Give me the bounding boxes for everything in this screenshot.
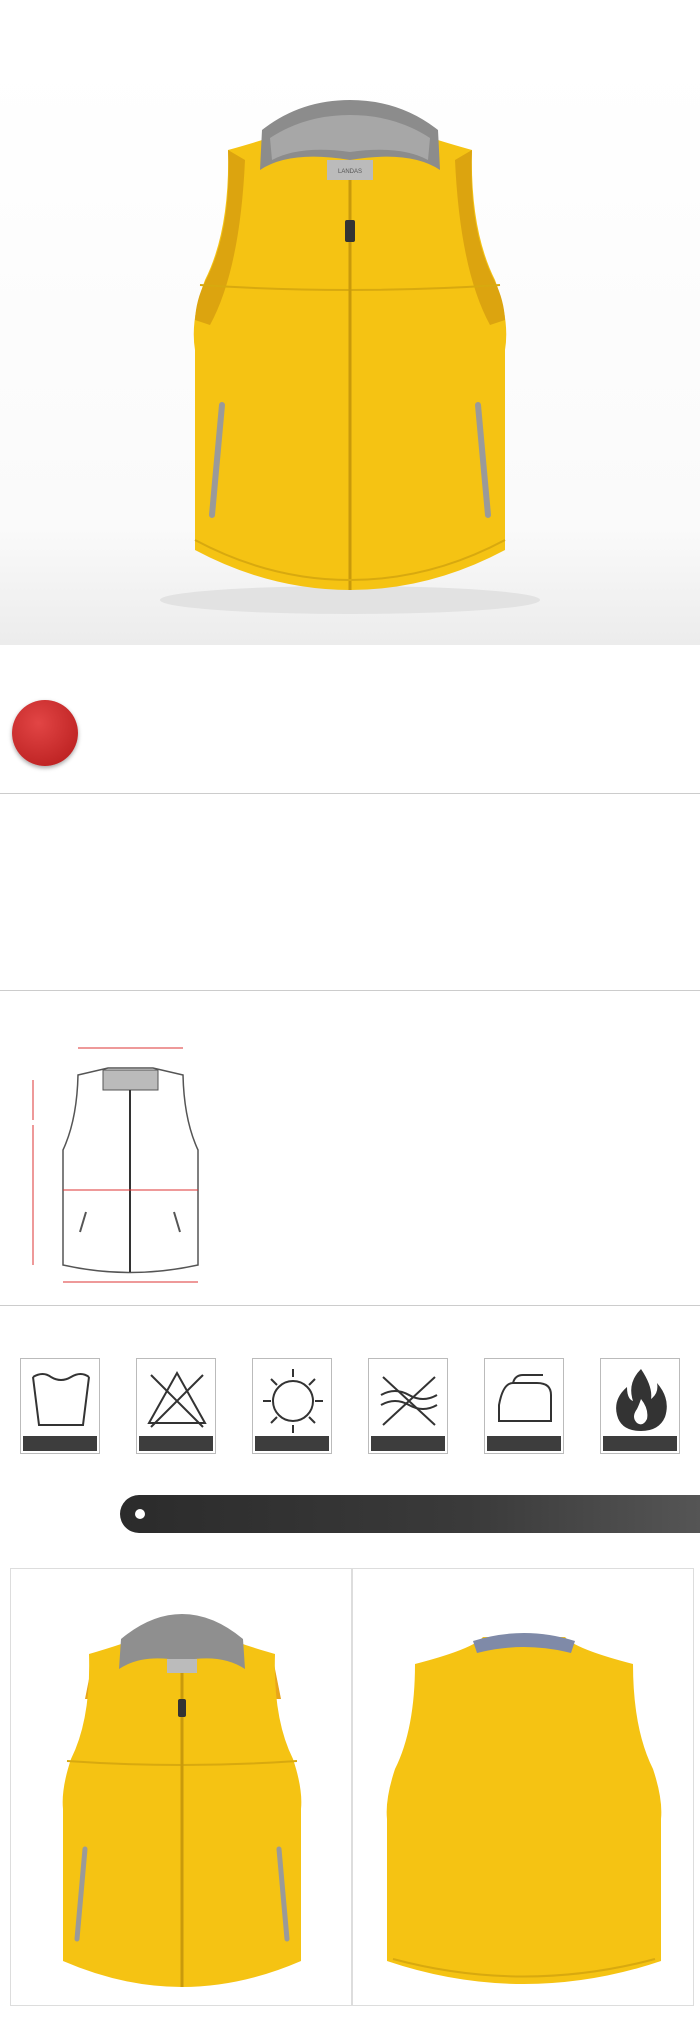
divider <box>0 1305 700 1306</box>
care-icons <box>20 1358 680 1454</box>
vest-front-image <box>0 60 700 645</box>
low-iron-icon <box>484 1358 564 1454</box>
no-bleach-icon <box>136 1358 216 1454</box>
care-caption <box>255 1436 329 1451</box>
care-caption <box>603 1436 677 1451</box>
hero-product-image <box>0 60 700 645</box>
bullet-icon <box>135 1509 145 1519</box>
svg-text:LANDAS: LANDAS <box>337 169 363 175</box>
point-badge <box>12 700 78 766</box>
back-view-panel <box>352 1568 694 2006</box>
size-diagram <box>8 1040 248 1300</box>
vest-front-view <box>11 1569 353 2007</box>
divider <box>0 990 700 991</box>
no-wring-icon <box>368 1358 448 1454</box>
hand-wash-icon <box>20 1358 100 1454</box>
divider <box>0 793 700 794</box>
care-caption <box>139 1436 213 1451</box>
spec-section <box>0 800 700 980</box>
fire-caution-icon <box>600 1358 680 1454</box>
vest-measurement-diagram <box>8 1040 248 1300</box>
point-section <box>0 690 700 786</box>
product-info-banner <box>120 1495 700 1533</box>
vest-back-view <box>353 1569 695 2007</box>
care-caption <box>487 1436 561 1451</box>
shade-dry-icon <box>252 1358 332 1454</box>
care-caption <box>371 1436 445 1451</box>
front-view-panel <box>10 1568 352 2006</box>
care-caption <box>23 1436 97 1451</box>
